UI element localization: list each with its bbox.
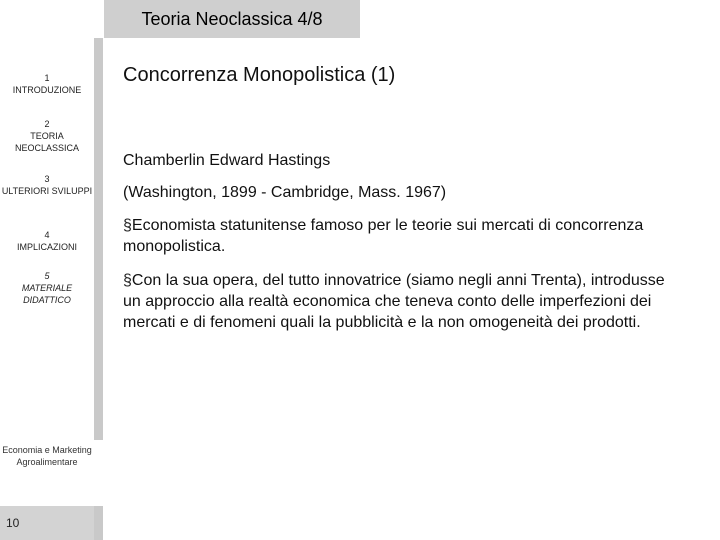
- bullet-2: [123, 270, 683, 333]
- bullet-marker: §: [123, 272, 132, 289]
- nav-item-label: INTRODUZIONE: [12, 85, 82, 95]
- bullet-marker: §: [123, 217, 132, 234]
- nav-item-number: 4: [44, 230, 50, 240]
- nav-item-number: 5: [44, 271, 50, 281]
- course-name: Economia e Marketing Agroalimentare: [2, 445, 92, 467]
- slide-header: [104, 0, 360, 38]
- nav-item-label: MATERIALE DIDATTICO: [21, 283, 73, 305]
- header-title: Teoria Neoclassica 4/8: [141, 8, 323, 29]
- nav-item-implicazioni[interactable]: [0, 229, 94, 253]
- economist-name: Chamberlin Edward Hastings: [123, 152, 331, 169]
- nav-item-teoria-neoclassica[interactable]: [0, 118, 94, 154]
- nav-item-materiale-didattico[interactable]: [0, 270, 94, 306]
- bullet-text: Con la sua opera, del tutto innovatrice (siamo negli anni Trenta), introdusse un approccio alla realtà economica che teneva conto delle imperfezioni dei mercati e di fenomeni quali la pubblicità e la non omogeneità dei prodotti.: [123, 272, 665, 331]
- nav-item-number: 2: [44, 119, 50, 129]
- nav-item-label: TEORIA NEOCLASSICA: [14, 131, 80, 153]
- nav-item-label: ULTERIORI SVILUPPI: [1, 186, 93, 196]
- nav-item-number: 1: [44, 73, 50, 83]
- nav-item-number: 3: [44, 174, 50, 184]
- bullet-1: [123, 215, 683, 257]
- page-number-shade: [94, 506, 103, 540]
- bullet-text: Economista statunitense famoso per le teorie sui mercati di concorrenza monopolistica.: [123, 217, 644, 255]
- nav-item-ulteriori-sviluppi[interactable]: [0, 173, 94, 197]
- slide-title: Concorrenza Monopolistica (1): [123, 64, 396, 86]
- page-number: 10: [6, 516, 20, 530]
- sidebar-divider: [94, 38, 103, 440]
- nav-item-label: IMPLICAZIONI: [16, 242, 77, 252]
- economist-dates: (Washington, 1899 - Cambridge, Mass. 1967): [123, 184, 447, 201]
- nav-item-introduzione[interactable]: [0, 72, 94, 96]
